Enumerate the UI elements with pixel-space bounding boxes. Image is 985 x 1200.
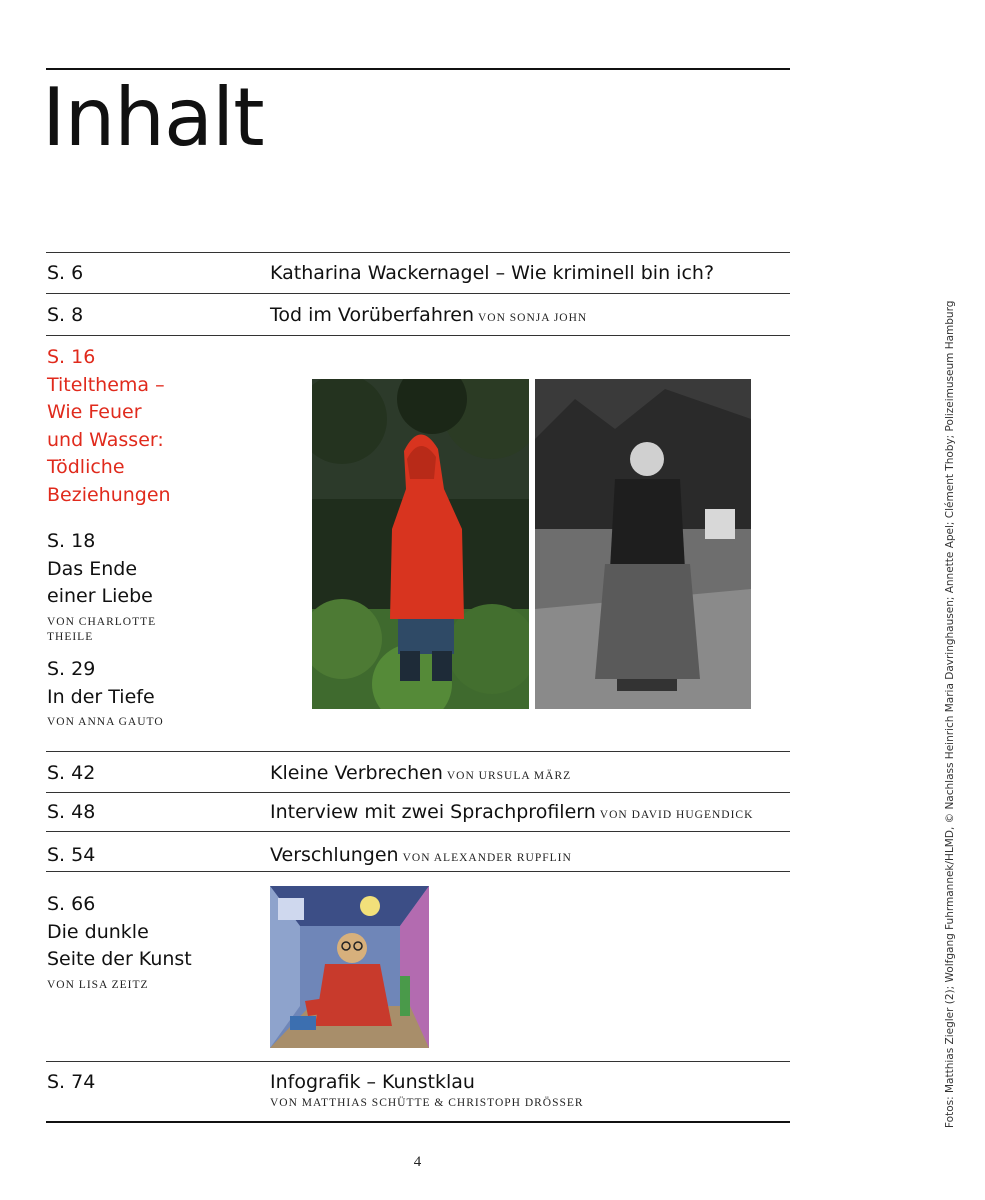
toc-entry-author: VON SONJA JOHN	[478, 312, 588, 324]
toc-page-number: S. 48	[47, 801, 96, 823]
divider	[46, 293, 790, 294]
toc-page-number: S. 42	[47, 762, 96, 784]
author-line: VON ANNA GAUTO	[47, 716, 164, 728]
toc-page-number: S. 54	[47, 844, 96, 866]
toc-sub-entry[interactable]	[47, 528, 153, 611]
toc-entry-link[interactable]	[270, 843, 572, 870]
toc-entry-title: Infografik – Kunstklau	[270, 1071, 475, 1093]
feature-title-line: Titelthema –	[47, 373, 165, 396]
painting-man-in-red-suit	[270, 886, 429, 1048]
feature-title-line: Wie Feuer	[47, 401, 142, 423]
toc-entry-link[interactable]	[270, 1070, 475, 1094]
page-number: 4	[413, 1154, 422, 1170]
feature-entry[interactable]	[47, 344, 171, 509]
divider	[46, 871, 790, 872]
toc-page-number: S. 18	[47, 530, 96, 552]
feature-title-line: Tödliche	[47, 456, 125, 478]
feature-title-line: Beziehungen	[47, 483, 171, 506]
toc-sub-entry[interactable]	[47, 891, 192, 974]
toc-entry-title-line: Seite der Kunst	[47, 948, 192, 970]
toc-entry-title: Katharina Wackernagel – Wie kriminell bin ich?	[270, 262, 715, 284]
page-title: Inhalt	[42, 71, 264, 164]
toc-entry-link[interactable]	[270, 800, 753, 827]
toc-entry-link[interactable]	[270, 303, 587, 330]
photo-credits: Fotos: Matthias Ziegler (2); Wolfgang Fuhrmannek/HLMD, © Nachlass Heinrich Maria Davringhausen; Annette Apel; Clément Thoby; Polizeimuseum Hamburg	[944, 300, 956, 1128]
feature-title-line: und Wasser:	[47, 428, 164, 451]
toc-entry-title: Tod im Vorüberfahren	[270, 304, 474, 326]
divider	[46, 751, 790, 752]
divider	[46, 1061, 790, 1062]
toc-entry-link[interactable]	[270, 761, 571, 788]
toc-entry-author	[47, 715, 164, 730]
toc-entry-author: VON DAVID HUGENDICK	[599, 809, 754, 821]
toc-entry-title-line: In der Tiefe	[47, 685, 155, 708]
toc-page-number: S. 6	[47, 262, 84, 284]
feature-page-number: S. 16	[47, 346, 96, 368]
toc-entry-title-line: Die dunkle	[47, 920, 149, 943]
divider	[46, 792, 790, 793]
author-line: VON CHARLOTTE	[47, 616, 157, 628]
divider	[46, 252, 790, 253]
top-rule	[46, 68, 790, 70]
toc-page-number: S. 74	[47, 1071, 96, 1093]
toc-entry-title-line: einer Liebe	[47, 585, 153, 607]
toc-entry-title-line: Das Ende	[47, 557, 138, 580]
toc-page-number: S. 66	[47, 893, 96, 915]
toc-entry-title: Verschlungen	[270, 844, 399, 866]
toc-entry-author: VON URSULA MÄRZ	[446, 770, 572, 782]
photo-old-woman-landscape	[535, 379, 751, 709]
divider	[46, 831, 790, 832]
divider	[46, 335, 790, 336]
toc-entry-link[interactable]	[270, 261, 714, 285]
author-line: THEILE	[47, 631, 94, 643]
toc-entry-author: VON MATTHIAS SCHÜTTE & CHRISTOPH DRÖSSER	[270, 1097, 584, 1109]
toc-entry-title: Interview mit zwei Sprachprofilern	[270, 801, 596, 823]
toc-entry-title: Kleine Verbrechen	[270, 762, 443, 784]
bottom-rule	[46, 1121, 790, 1123]
toc-page-number: S. 29	[47, 658, 96, 680]
toc-entry-author: VON ALEXANDER RUPFLIN	[402, 852, 572, 864]
toc-entry-author	[47, 615, 156, 645]
photo-woman-red-cardigan	[312, 379, 529, 709]
toc-entry-author: VON LISA ZEITZ	[47, 979, 149, 991]
toc-page-number: S. 8	[47, 304, 84, 326]
toc-sub-entry[interactable]	[47, 656, 155, 711]
